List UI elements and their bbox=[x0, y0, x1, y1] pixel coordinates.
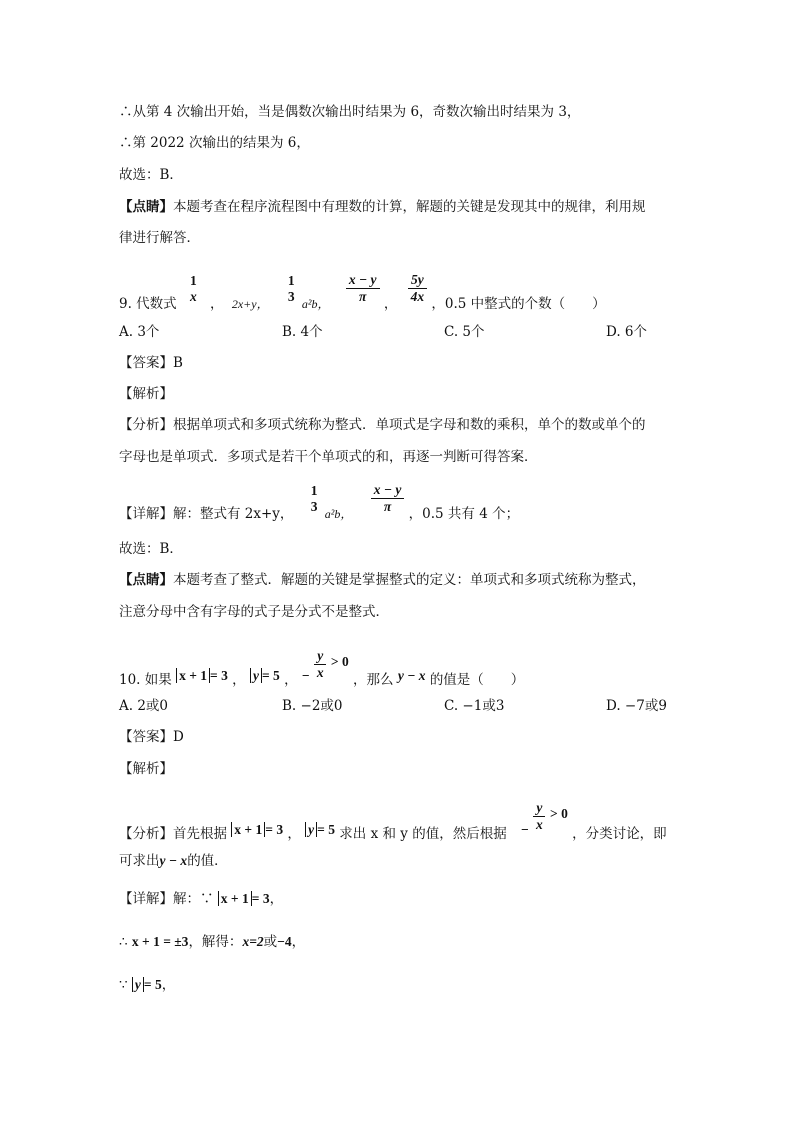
q10-abs-y-group bbox=[250, 668, 284, 684]
q9-frac-one-third bbox=[285, 273, 298, 305]
q10-tail: 的值是（ ） bbox=[429, 672, 525, 688]
q10-detail-eq3: = 3 bbox=[251, 891, 270, 906]
q10-step1-or: 或 bbox=[263, 934, 278, 950]
q10-detail-label: 【详解】 bbox=[119, 891, 173, 907]
q9-detail-num-one: 1 bbox=[310, 482, 318, 498]
q9-analysis-2: 字母也是单项式．多项式是若干个单项式的和，再逐一判断可得答案． bbox=[119, 449, 538, 465]
q10-abs-y: y bbox=[250, 668, 262, 683]
q9-frac-den-4x: 4x bbox=[410, 289, 425, 304]
q10-stem bbox=[119, 648, 524, 688]
q10-analysis bbox=[119, 800, 667, 840]
q9-frac-num-1: 1 bbox=[189, 272, 197, 288]
q9-number: 9. 代数式 bbox=[119, 296, 177, 312]
q9-a2b: a²b， bbox=[301, 297, 330, 311]
q10-y-minus-x: y − x bbox=[397, 668, 426, 683]
q9-frac-5y-over-4x bbox=[408, 272, 428, 305]
q10-step1-res: x=2 bbox=[242, 934, 264, 949]
q10-analysis-text-2: 可求出 bbox=[119, 853, 160, 869]
q9-tip-label: 【点睛】 bbox=[119, 572, 173, 588]
q10-analysis-eq5: = 5 bbox=[317, 822, 335, 837]
q9-option-a: A. 3个 bbox=[119, 324, 160, 340]
q10-step1-res2: −4 bbox=[277, 934, 292, 949]
q10-step-2 bbox=[119, 975, 175, 995]
q10-analysis-neg: − bbox=[521, 822, 529, 837]
q10-analysis-y-minus-x: y − x bbox=[159, 853, 188, 868]
q10-step-1 bbox=[119, 932, 305, 952]
q9-frac-den-three: 3 bbox=[287, 288, 295, 304]
q9-tail: ，0.5 中整式的个数（ ） bbox=[431, 296, 606, 312]
q10-abs-x1: x + 1 bbox=[176, 668, 210, 683]
q10-option-b: B. −2或0 bbox=[282, 698, 343, 714]
q10-step2-eq5: = 5 bbox=[143, 977, 162, 992]
prev-line-2: ∴第 2022 次输出的结果为 6， bbox=[119, 135, 310, 151]
q10-frac-y-over-x bbox=[314, 648, 327, 681]
q9-frac-num-5y: 5y bbox=[408, 272, 427, 289]
q10-option-c: C. −1或3 bbox=[444, 698, 505, 714]
q9-analysis-text-1: 根据单项式和多项式统称为整式．单项式是字母和数的乘积，单个的数或单个的 bbox=[173, 417, 646, 433]
q10-analysis-abs-y-inner: y bbox=[305, 822, 317, 837]
q10-then: ，那么 bbox=[353, 672, 394, 688]
q10-eq3: = 3 bbox=[210, 668, 228, 683]
q9-option-b: B. 4个 bbox=[282, 324, 323, 340]
q10-step2-comma: ， bbox=[161, 977, 176, 993]
q10-option-d: D. −7或9 bbox=[606, 698, 667, 714]
q10-analysis-abs-x1-inner: x + 1 bbox=[231, 822, 265, 837]
q9-frac-den-pi: π bbox=[358, 289, 367, 304]
q10-analysis-text-c: ，分类讨论，即 bbox=[572, 826, 667, 842]
prev-tip-label: 【点睛】 bbox=[119, 199, 173, 215]
q10-analysis-comma: ， bbox=[287, 826, 301, 842]
q10-analysis-frac-den: x bbox=[536, 817, 543, 832]
q9-frac-1-over-x bbox=[187, 273, 200, 305]
q10-step1-expr: x + 1 = ±3 bbox=[131, 934, 189, 949]
q9-2xy: 2x+y， bbox=[231, 297, 269, 311]
q10-option-a: A. 2或0 bbox=[119, 698, 169, 714]
q9-frac-num-one: 1 bbox=[287, 272, 295, 288]
q9-tip-2: 注意分母中含有字母的式子是分式不是整式． bbox=[119, 604, 389, 620]
q9-detail bbox=[119, 482, 519, 522]
prev-choose: 故选：B． bbox=[119, 167, 183, 183]
q10-gt0: > 0 bbox=[330, 654, 349, 669]
q10-step2-abs-y: y bbox=[132, 977, 144, 992]
q10-analysis-title: 【解析】 bbox=[119, 761, 173, 777]
q9-comma-2: ， bbox=[383, 296, 398, 312]
q10-number: 10. 如果 bbox=[119, 672, 172, 688]
q9-detail-den-pi: π bbox=[383, 499, 392, 514]
prev-tip bbox=[119, 197, 646, 217]
q10-analysis-abs-x1 bbox=[231, 822, 287, 838]
q10-detail bbox=[119, 889, 283, 909]
q10-analysis-label: 【分析】 bbox=[119, 826, 173, 842]
prev-tip-text1: 本题考查在程序流程图中有理数的计算，解题的关键是发现其中的规律，利用规 bbox=[173, 199, 646, 215]
q10-answer: 【答案】D bbox=[119, 729, 184, 745]
q10-detail-comma: ， bbox=[269, 891, 284, 907]
q10-neg-sign: − bbox=[301, 668, 310, 683]
q10-analysis-abs-y bbox=[305, 822, 339, 838]
q10-detail-text: 解：∵ bbox=[173, 891, 214, 907]
q9-detail-frac-one-third bbox=[308, 483, 321, 515]
q9-analysis-label: 【分析】 bbox=[119, 417, 173, 433]
q9-choose: 故选：B． bbox=[119, 541, 183, 557]
q9-comma: ， bbox=[210, 296, 224, 312]
q9-detail-num-xy: x − y bbox=[371, 482, 405, 499]
q9-option-c: C. 5个 bbox=[444, 324, 485, 340]
q10-eq5: = 5 bbox=[261, 668, 280, 683]
prev-tip-2: 律进行解答． bbox=[119, 230, 200, 246]
q9-detail-den-three: 3 bbox=[310, 498, 318, 514]
q9-detail-frac-xy-pi bbox=[371, 482, 405, 515]
q10-analysis-line-2 bbox=[119, 851, 228, 871]
prev-line-1: ∴从第 4 次输出开始，当是偶数次输出时结果为 6，奇数次输出时结果为 3， bbox=[119, 104, 581, 120]
q9-stem bbox=[119, 272, 606, 312]
q10-frac-den-x: x bbox=[316, 665, 324, 680]
q9-option-d: D. 6个 bbox=[606, 324, 648, 340]
q9-frac-den-x: x bbox=[189, 288, 197, 304]
q10-frac-num-y: y bbox=[314, 648, 326, 665]
q9-answer: 【答案】B bbox=[119, 355, 183, 371]
q10-analysis-frac-num: y bbox=[533, 800, 545, 817]
q9-detail-a2b: a²b， bbox=[324, 507, 353, 521]
q10-analysis-text-b: 求出 x 和 y 的值，然后根据 bbox=[339, 826, 507, 842]
q10-step1-therefore: ∴ bbox=[119, 934, 128, 950]
q9-analysis-title: 【解析】 bbox=[119, 386, 173, 402]
q9-analysis bbox=[119, 415, 646, 435]
q9-detail-tail: ，0.5 共有 4 个； bbox=[408, 506, 520, 522]
q10-analysis-text-2-tail: 的值． bbox=[187, 853, 228, 869]
q10-analysis-text-a: 首先根据 bbox=[173, 826, 227, 842]
q10-detail-abs-x1: x + 1 bbox=[218, 891, 252, 906]
q9-tip-text-1: 本题考查了整式．解题的关键是掌握整式的定义：单项式和多项式统称为整式， bbox=[173, 572, 646, 588]
q9-frac-num-xy: x − y bbox=[346, 272, 380, 289]
q10-analysis-gt0: > 0 bbox=[550, 806, 568, 821]
q9-detail-label: 【详解】 bbox=[119, 506, 173, 522]
q9-frac-xy-over-pi bbox=[346, 272, 380, 305]
q10-analysis-frac bbox=[533, 800, 546, 833]
q10-abs-x1-group bbox=[176, 668, 232, 684]
q10-step1-comma: ， bbox=[291, 934, 306, 950]
q9-detail-prefix: 解：整式有 2x+y， bbox=[173, 506, 294, 522]
q10-comma-2: ， bbox=[284, 672, 298, 688]
q10-comma-1: ， bbox=[232, 672, 246, 688]
q9-tip bbox=[119, 570, 646, 590]
q10-step1-mid: ，解得： bbox=[188, 934, 243, 950]
q10-analysis-eq3: = 3 bbox=[265, 822, 284, 837]
q10-step2-because: ∵ bbox=[119, 977, 128, 993]
